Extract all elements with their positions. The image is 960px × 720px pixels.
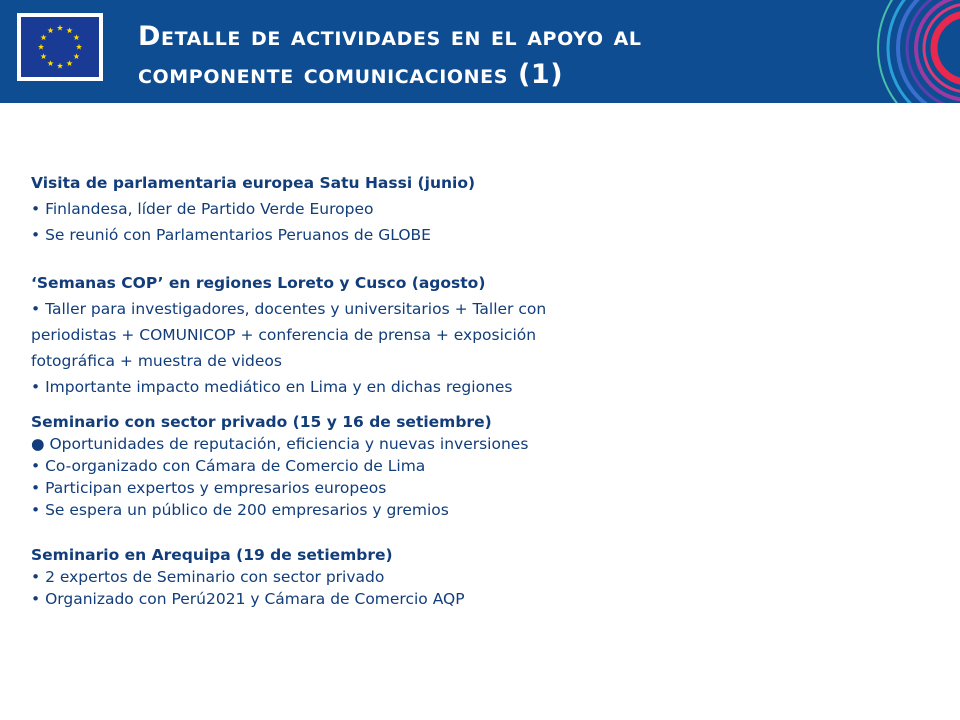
flag-star-icon [73,34,79,40]
section-seminario-arequipa [31,544,931,610]
bullet-line: • Co-organizado con Cámara de Comercio de Lima [31,457,426,475]
section-seminario-privado [31,411,931,521]
section-heading: ‘Semanas COP’ en regiones Loreto y Cusco (agosto) [31,274,486,292]
bullet-line: fotográfica + muestra de videos [31,352,282,370]
bullet-line: ● Oportunidades de reputación, eficiencia y nuevas inversiones [31,435,529,453]
flag-star-icon [73,53,79,59]
title-line-1: Detalle de actividades en el apoyo al [138,21,642,52]
bullet-line: • Se reunió con Parlamentarios Peruanos de GLOBE [31,226,431,244]
section-visita [31,170,931,248]
flag-star-icon [47,27,53,33]
bullet-line: • 2 expertos de Seminario con sector privado [31,568,385,586]
flag-star-icon [66,60,72,66]
flag-star-icon [38,44,44,50]
section-heading: Seminario con sector privado (15 y 16 de setiembre) [31,413,492,431]
section-heading: Visita de parlamentaria europea Satu Hassi (junio) [31,174,476,192]
flag-star-icon [41,34,47,40]
bullet-line: • Taller para investigadores, docentes y universitarios + Taller con [31,300,547,318]
bullet-line: • Participan expertos y empresarios europeos [31,479,387,497]
flag-star-icon [41,53,47,59]
flag-star-icon [57,63,63,69]
flag-star-icon [47,60,53,66]
bullet-line: • Organizado con Perú2021 y Cámara de Comercio AQP [31,590,465,608]
bullet-line: • Importante impacto mediático en Lima y en dichas regiones [31,378,513,396]
flag-star-icon [76,44,82,50]
flag-star-icon [66,27,72,33]
section-semanas-cop [31,270,931,400]
flag-star-icon [57,25,63,31]
bullet-line: • Finlandesa, líder de Partido Verde Europeo [31,200,374,218]
bullet-line: periodistas + COMUNICOP + conferencia de prensa + exposición [31,326,537,344]
decorative-arcs [850,0,960,103]
header-banner [0,0,960,103]
eu-flag-icon [21,17,99,77]
section-heading: Seminario en Arequipa (19 de setiembre) [31,546,393,564]
slide-title [138,18,798,94]
title-line-2: componente comunicaciones (1) [138,59,564,90]
bullet-line: • Se espera un público de 200 empresarios y gremios [31,501,449,519]
slide-content [31,170,931,610]
